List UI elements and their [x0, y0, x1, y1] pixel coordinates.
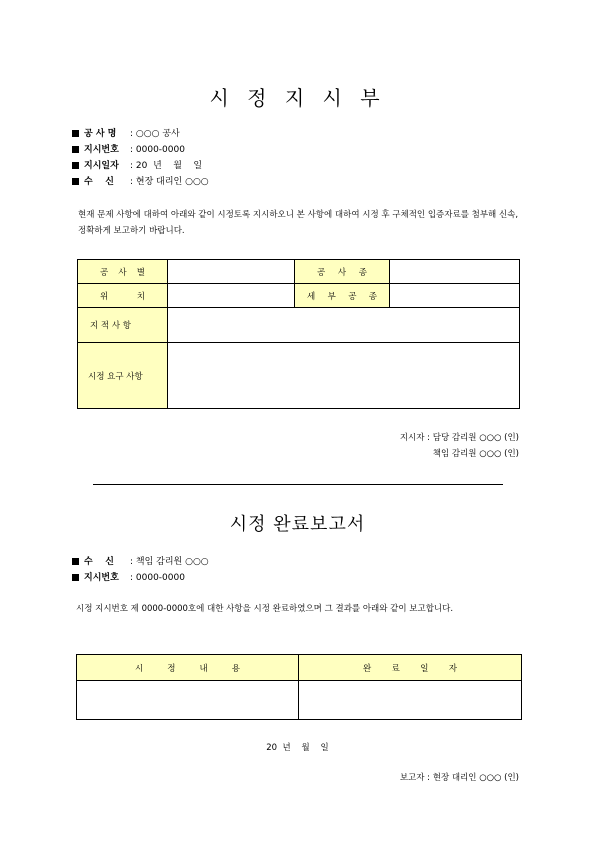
location-value[interactable]	[168, 284, 295, 308]
date-value[interactable]	[299, 681, 522, 720]
square-bullet-icon	[72, 130, 79, 137]
construction-label: 공 사 종	[295, 260, 390, 284]
square-bullet-icon	[72, 558, 79, 565]
info-label: 수 신	[84, 177, 114, 187]
indication-value[interactable]	[168, 308, 520, 343]
document-title: 시 정 지 시 부	[209, 86, 386, 110]
info-label: 공 사 명	[84, 129, 117, 139]
info-value: : ○○○ 공사	[130, 129, 180, 139]
construction-type-value[interactable]	[168, 260, 295, 284]
request-label: 시정 요구 사항	[78, 343, 168, 409]
location-label: 위 치	[78, 284, 168, 308]
info-value: : 현장 대리인 ○○○	[130, 177, 209, 187]
info-row-date	[72, 160, 202, 172]
reporter-signature: 보고자 : 현장 대리인 ○○○ (인)	[399, 773, 519, 783]
square-bullet-icon	[72, 178, 79, 185]
section-divider	[93, 484, 503, 485]
info-label: 지시일자	[84, 161, 119, 171]
info-value: : 20 년 월 일	[130, 161, 203, 171]
info-value: : 0000-0000	[130, 145, 185, 155]
info-value: : 책임 감리원 ○○○	[130, 557, 209, 567]
completion-table	[76, 654, 522, 720]
report-paragraph: 시정 지시번호 제 0000-0000호에 대한 사항을 시정 완료하였으며 그 결과를 아래와 같이 보고합니다.	[76, 604, 454, 614]
detail-work-value[interactable]	[390, 284, 520, 308]
content-value[interactable]	[77, 681, 299, 720]
construction-value[interactable]	[390, 260, 520, 284]
report-info-recipient	[72, 556, 209, 568]
info-row-project	[72, 128, 180, 140]
square-bullet-icon	[72, 162, 79, 169]
date-header: 완 료 일 자	[299, 655, 522, 681]
info-label: 지시번호	[84, 573, 119, 583]
construction-type-label: 공 사 별	[78, 260, 168, 284]
instruction-paragraph: 현재 문제 사항에 대하여 아래와 같이 시정토록 지시하오니 본 사항에 대하여 시정 후 구체적인 입증자료를 첨부해 신속, 정확하게 보고하기 바랍니다.	[78, 210, 519, 236]
instruction-table	[77, 259, 520, 409]
indication-label: 지 적 사 항	[78, 308, 168, 343]
square-bullet-icon	[72, 146, 79, 153]
report-date: 20 년 월 일	[266, 743, 329, 753]
supervisor-signature: 책임 감리원 ○○○ (인)	[432, 449, 519, 459]
square-bullet-icon	[72, 574, 79, 581]
instructor-signature: 지시자 : 담당 감리원 ○○○ (인)	[399, 433, 519, 443]
detail-work-label: 세 부 공 종	[295, 284, 390, 308]
info-value: : 0000-0000	[130, 573, 185, 583]
report-title: 시정 완료보고서	[229, 514, 366, 535]
info-row-number	[72, 144, 185, 156]
content-header: 시 정 내 용	[77, 655, 299, 681]
request-value[interactable]	[168, 343, 520, 409]
info-row-recipient	[72, 176, 209, 188]
report-info-number	[72, 572, 185, 584]
info-label: 수 신	[84, 557, 114, 567]
info-label: 지시번호	[84, 145, 119, 155]
